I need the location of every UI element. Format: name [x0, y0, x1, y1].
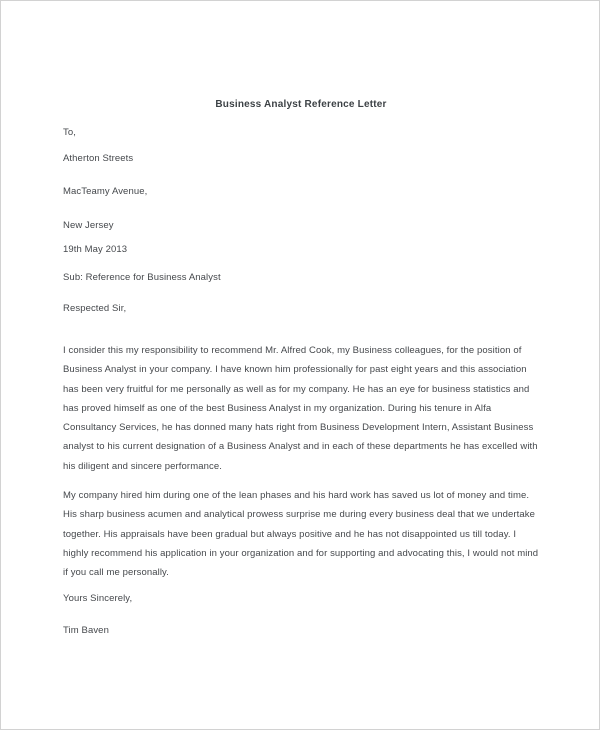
recipient-block — [63, 123, 539, 235]
body-paragraph-1: I consider this my responsibility to recommend Mr. Alfred Cook, my Business colleagues, for the position of Business Analyst in your company. I have known him professionally for past eight years and this association has been very fruitful for me personally as well as for my company. He has an eye for business statistics and has proved himself as one of the best Business Analyst in my organization. During his tenure in Alfa Consultancy Services, he has donned many hats right from Business Development Intern, Assistant Business analyst to his current designation of a Business Analyst and in each of these departments he has excelled with his diligent and sincere performance. — [63, 345, 538, 472]
subject-line: Sub: Reference for Business Analyst — [63, 272, 221, 283]
recipient-avenue-line: MacTeamy Avenue, — [63, 186, 148, 197]
body-paragraph-2: My company hired him during one of the lean phases and his hard work has saved us lot of money and time. His sharp business acumen and analytical prowess surprise me during every business deal that we undertake together. His appraisals have been gradual but always positive and he has not disappointed us till today. I highly recommend his application in your organization and for supporting and advocating this, I would not mind if you call me personally. — [63, 490, 539, 579]
recipient-city-line: New Jersey — [63, 220, 114, 231]
salutation-line: Respected Sir, — [63, 303, 127, 314]
signature-name: Tim Baven — [63, 624, 109, 636]
recipient-street-line: Atherton Streets — [63, 153, 134, 164]
letter-title: Business Analyst Reference Letter — [215, 99, 387, 110]
closing-line: Yours Sincerely, — [63, 592, 133, 604]
letter-content — [1, 1, 599, 640]
recipient-to-line: To, — [63, 127, 76, 138]
date-line: 19th May 2013 — [63, 244, 128, 255]
